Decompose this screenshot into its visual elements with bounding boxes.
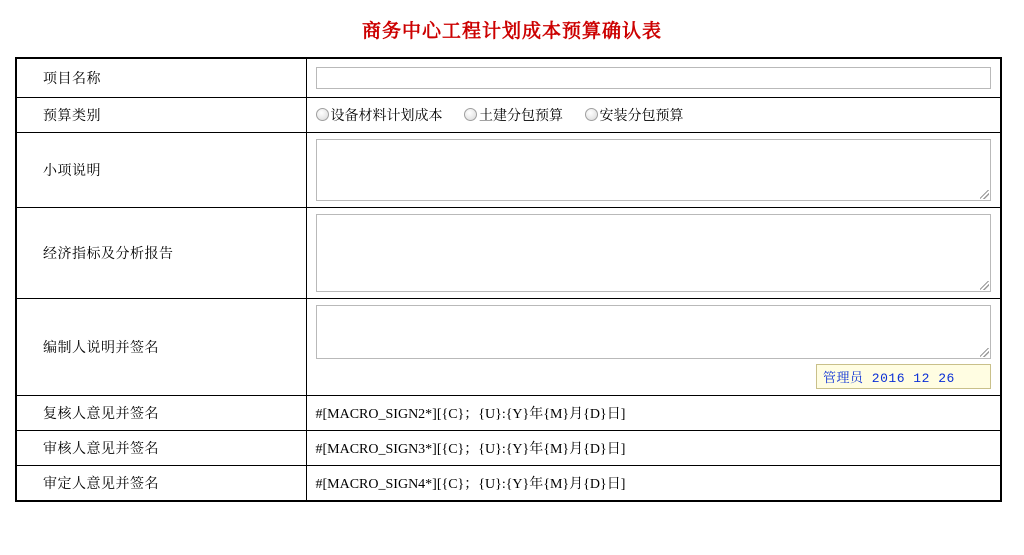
radio-option-install-subcontract[interactable] [585,105,684,125]
radio-label-equipment-material: 设备材料计划成本 [330,109,443,124]
label-audit-sign: 审核人意见并签名 [16,431,306,466]
label-item-note: 小项说明 [16,133,306,208]
label-project-name: 项目名称 [16,58,306,98]
radio-circle-icon [464,108,477,121]
author-sign-textarea-wrapper [316,305,992,389]
label-economic-report: 经济指标及分析报告 [16,208,306,299]
radio-label-install-subcontract: 安装分包预算 [599,109,684,124]
radio-label-civil-subcontract: 土建分包预算 [479,109,563,124]
project-name-input[interactable] [316,67,992,89]
field-project-name [306,58,1001,98]
signature-stamp: 管理员 2016 12 26 [816,364,991,389]
table-row-approve-sign [16,466,1001,502]
budget-confirmation-form [15,57,1002,502]
radio-option-civil-subcontract[interactable] [464,105,563,125]
macro-review-sign[interactable]: #[MACRO_SIGN2*][{C}；{U}:{Y}年{M}月{D}日] [306,396,1001,431]
item-note-textarea[interactable] [316,139,992,201]
macro-audit-sign[interactable]: #[MACRO_SIGN3*][{C}；{U}:{Y}年{M}月{D}日] [306,431,1001,466]
field-item-note [306,133,1001,208]
table-row-project-name [16,58,1001,98]
radio-circle-icon [585,108,598,121]
table-row-audit-sign [16,431,1001,466]
label-budget-type: 预算类别 [16,98,306,133]
economic-report-textarea[interactable] [316,214,992,292]
economic-report-textarea-wrapper [316,214,992,292]
table-row-budget-type [16,98,1001,133]
item-note-textarea-wrapper [316,139,992,201]
table-row-author-sign [16,299,1001,396]
macro-approve-sign[interactable]: #[MACRO_SIGN4*][{C}；{U}:{Y}年{M}月{D}日] [306,466,1001,502]
field-economic-report [306,208,1001,299]
resize-handle-icon[interactable] [980,190,989,199]
resize-handle-icon[interactable] [980,348,989,357]
table-row-review-sign [16,396,1001,431]
field-author-sign [306,299,1001,396]
radio-option-equipment-material[interactable] [316,105,443,125]
label-author-sign: 编制人说明并签名 [16,299,306,396]
label-approve-sign: 审定人意见并签名 [16,466,306,502]
table-row-economic-report [16,208,1001,299]
radio-circle-icon [316,108,329,121]
resize-handle-icon[interactable] [980,281,989,290]
page-title: 商务中心工程计划成本预算确认表 [361,21,662,42]
label-review-sign: 复核人意见并签名 [16,396,306,431]
field-budget-type [306,98,1001,133]
table-row-item-note [16,133,1001,208]
author-sign-textarea[interactable] [316,305,992,359]
